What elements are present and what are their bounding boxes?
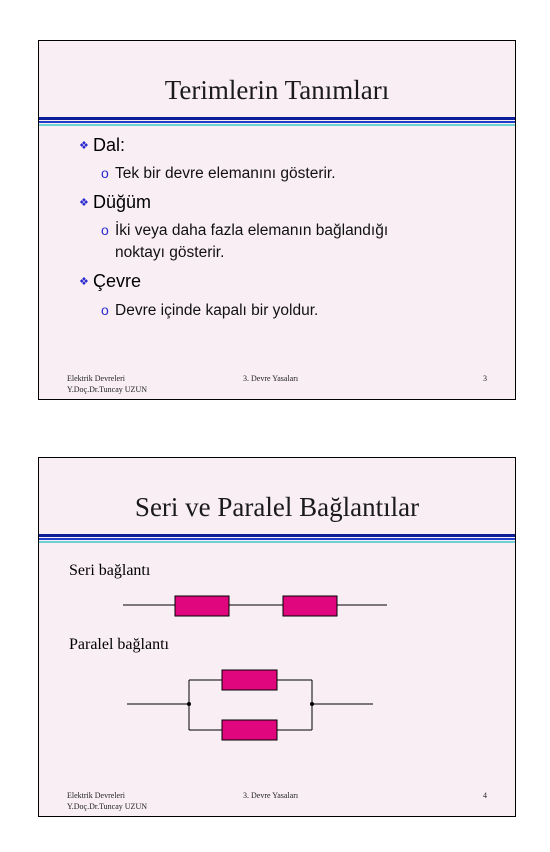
footer-instructor: Y.Doç.Dr.Tuncay UZUN <box>67 385 147 394</box>
circuit-diagrams <box>39 458 517 818</box>
slide-title: Seri ve Paralel Bağlantılar <box>134 492 420 522</box>
slide-terimlerin-tanimlari <box>38 40 516 400</box>
sub-bullet-text-continued: noktayı gösterir. <box>115 244 225 261</box>
resistor-2 <box>283 596 337 616</box>
footer-page-number: 4 <box>483 791 487 800</box>
sub-bullet <box>101 219 461 264</box>
footer-course: Elektrik Devreleri <box>67 791 125 800</box>
bullet-dal <box>79 135 125 156</box>
circle-bullet-icon: o <box>101 165 109 181</box>
series-connection-label: Seri bağlantı <box>69 562 151 579</box>
series-circuit <box>123 596 387 616</box>
bullet-label: Düğüm <box>93 192 152 212</box>
footer-page-number: 3 <box>483 374 487 383</box>
footer-chapter: 3. Devre Yasaları <box>243 791 299 800</box>
slide-seri-paralel <box>38 457 516 817</box>
bullet-cevre <box>79 271 141 292</box>
circle-bullet-icon: o <box>101 222 109 238</box>
bullet-label: Çevre <box>93 271 142 291</box>
node-dot <box>310 702 314 706</box>
bullet-dugum <box>79 192 151 213</box>
circle-bullet-icon: o <box>101 302 109 318</box>
sub-bullet-text: İki veya daha fazla elemanın bağlandığı <box>115 222 389 239</box>
diamond-bullet-icon: ❖ <box>79 276 89 288</box>
footer-chapter: 3. Devre Yasaları <box>243 374 299 383</box>
title-divider <box>39 117 515 127</box>
footer-instructor: Y.Doç.Dr.Tuncay UZUN <box>67 802 147 811</box>
node-dot <box>187 702 191 706</box>
parallel-connection-label: Paralel bağlantı <box>69 636 169 653</box>
sub-bullet-text: Devre içinde kapalı bir yoldur. <box>115 302 319 319</box>
footer-course: Elektrik Devreleri <box>67 374 125 383</box>
resistor-bottom <box>222 720 277 740</box>
bullet-label: Dal: <box>93 135 126 155</box>
sub-bullet <box>101 162 461 185</box>
slide-title: Terimlerin Tanımları <box>164 75 390 105</box>
sub-bullet-text: Tek bir devre elemanını gösterir. <box>115 165 336 182</box>
diamond-bullet-icon: ❖ <box>79 197 89 209</box>
footer-author <box>67 790 147 812</box>
footer-author <box>67 373 147 395</box>
parallel-circuit <box>127 670 373 740</box>
sub-bullet <box>101 299 461 322</box>
diamond-bullet-icon: ❖ <box>79 140 89 152</box>
resistor-1 <box>175 596 229 616</box>
resistor-top <box>222 670 277 690</box>
